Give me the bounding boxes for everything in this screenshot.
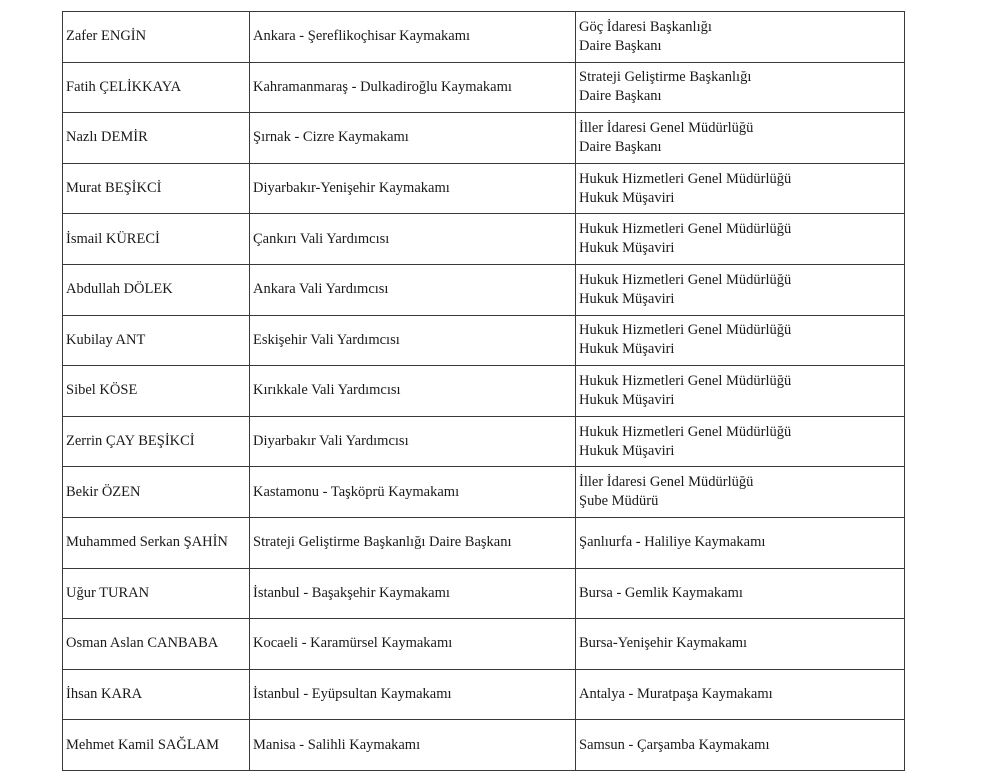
person-name-cell: Nazlı DEMİR: [63, 113, 250, 164]
assignments-table: [62, 11, 905, 771]
table-row: [63, 619, 905, 670]
table-row: [63, 669, 905, 720]
table-row: [63, 416, 905, 467]
new-post-cell: [576, 113, 905, 164]
person-name-cell: Murat BEŞİKCİ: [63, 163, 250, 214]
person-name-cell: Fatih ÇELİKKAYA: [63, 62, 250, 113]
person-name-cell: Uğur TURAN: [63, 568, 250, 619]
new-post-line: Hukuk Müşaviri: [579, 240, 675, 257]
new-post-line: Bursa-Yenişehir Kaymakamı: [579, 635, 748, 652]
current-post-cell: Diyarbakır Vali Yardımcısı: [250, 416, 576, 467]
person-name-cell: İhsan KARA: [63, 669, 250, 720]
new-post-line: Hukuk Müşaviri: [579, 391, 675, 408]
table-row: [63, 62, 905, 113]
current-post-cell: Kastamonu - Taşköprü Kaymakamı: [250, 467, 576, 518]
new-post-cell: [576, 214, 905, 265]
current-post-cell: Ankara Vali Yardımcısı: [250, 264, 576, 315]
table-row: [63, 720, 905, 771]
new-post-line: Bursa - Gemlik Kaymakamı: [579, 584, 743, 601]
table-row: [63, 366, 905, 417]
new-post-cell: [576, 264, 905, 315]
new-post-cell: [576, 12, 905, 63]
new-post-cell: [576, 568, 905, 619]
new-post-cell: [576, 416, 905, 467]
new-post-cell: [576, 62, 905, 113]
new-post-line: İller İdaresi Genel Müdürlüğü: [579, 474, 754, 491]
new-post-line: İller İdaresi Genel Müdürlüğü: [579, 119, 754, 136]
new-post-line: Samsun - Çarşamba Kaymakamı: [579, 736, 770, 753]
new-post-cell: [576, 669, 905, 720]
person-name-cell: İsmail KÜRECİ: [63, 214, 250, 265]
current-post-cell: Çankırı Vali Yardımcısı: [250, 214, 576, 265]
person-name-cell: Mehmet Kamil SAĞLAM: [63, 720, 250, 771]
assignments-table-body: [63, 12, 905, 771]
new-post-line: Daire Başkanı: [579, 37, 662, 54]
new-post-cell: [576, 517, 905, 568]
current-post-cell: Manisa - Salihli Kaymakamı: [250, 720, 576, 771]
new-post-line: Strateji Geliştirme Başkanlığı: [579, 69, 752, 86]
new-post-cell: [576, 720, 905, 771]
table-row: [63, 517, 905, 568]
person-name-cell: Zerrin ÇAY BEŞİKCİ: [63, 416, 250, 467]
table-row: [63, 214, 905, 265]
new-post-line: Göç İdaresi Başkanlığı: [579, 18, 712, 35]
new-post-line: Hukuk Hizmetleri Genel Müdürlüğü: [579, 170, 792, 187]
new-post-line: Hukuk Hizmetleri Genel Müdürlüğü: [579, 372, 792, 389]
new-post-cell: [576, 163, 905, 214]
person-name-cell: Zafer ENGİN: [63, 12, 250, 63]
table-row: [63, 12, 905, 63]
new-post-line: Hukuk Hizmetleri Genel Müdürlüğü: [579, 322, 792, 339]
current-post-cell: Strateji Geliştirme Başkanlığı Daire Başkanı: [250, 517, 576, 568]
table-row: [63, 113, 905, 164]
person-name-cell: Osman Aslan CANBABA: [63, 619, 250, 670]
new-post-line: Hukuk Hizmetleri Genel Müdürlüğü: [579, 221, 792, 238]
new-post-line: Hukuk Hizmetleri Genel Müdürlüğü: [579, 423, 792, 440]
table-row: [63, 264, 905, 315]
new-post-line: Şube Müdürü: [579, 493, 659, 510]
person-name-cell: Kubilay ANT: [63, 315, 250, 366]
current-post-cell: Kocaeli - Karamürsel Kaymakamı: [250, 619, 576, 670]
new-post-line: Hukuk Müşaviri: [579, 290, 675, 307]
current-post-cell: Kırıkkale Vali Yardımcısı: [250, 366, 576, 417]
person-name-cell: Muhammed Serkan ŞAHİN: [63, 517, 250, 568]
table-row: [63, 568, 905, 619]
table-row: [63, 315, 905, 366]
new-post-line: Hukuk Hizmetleri Genel Müdürlüğü: [579, 271, 792, 288]
table-row: [63, 467, 905, 518]
person-name-cell: Bekir ÖZEN: [63, 467, 250, 518]
table-row: [63, 163, 905, 214]
new-post-cell: [576, 467, 905, 518]
new-post-line: Antalya - Muratpaşa Kaymakamı: [579, 686, 773, 703]
current-post-cell: Eskişehir Vali Yardımcısı: [250, 315, 576, 366]
new-post-cell: [576, 366, 905, 417]
current-post-cell: Diyarbakır-Yenişehir Kaymakamı: [250, 163, 576, 214]
person-name-cell: Abdullah DÖLEK: [63, 264, 250, 315]
new-post-line: Daire Başkanı: [579, 88, 662, 105]
new-post-line: Hukuk Müşaviri: [579, 189, 675, 206]
new-post-line: Hukuk Müşaviri: [579, 442, 675, 459]
current-post-cell: İstanbul - Eyüpsultan Kaymakamı: [250, 669, 576, 720]
current-post-cell: Şırnak - Cizre Kaymakamı: [250, 113, 576, 164]
current-post-cell: Ankara - Şereflikoçhisar Kaymakamı: [250, 12, 576, 63]
new-post-line: Daire Başkanı: [579, 138, 662, 155]
new-post-line: Hukuk Müşaviri: [579, 341, 675, 358]
current-post-cell: Kahramanmaraş - Dulkadiroğlu Kaymakamı: [250, 62, 576, 113]
current-post-cell: İstanbul - Başakşehir Kaymakamı: [250, 568, 576, 619]
new-post-line: Şanlıurfa - Haliliye Kaymakamı: [579, 534, 766, 551]
person-name-cell: Sibel KÖSE: [63, 366, 250, 417]
new-post-cell: [576, 619, 905, 670]
new-post-cell: [576, 315, 905, 366]
